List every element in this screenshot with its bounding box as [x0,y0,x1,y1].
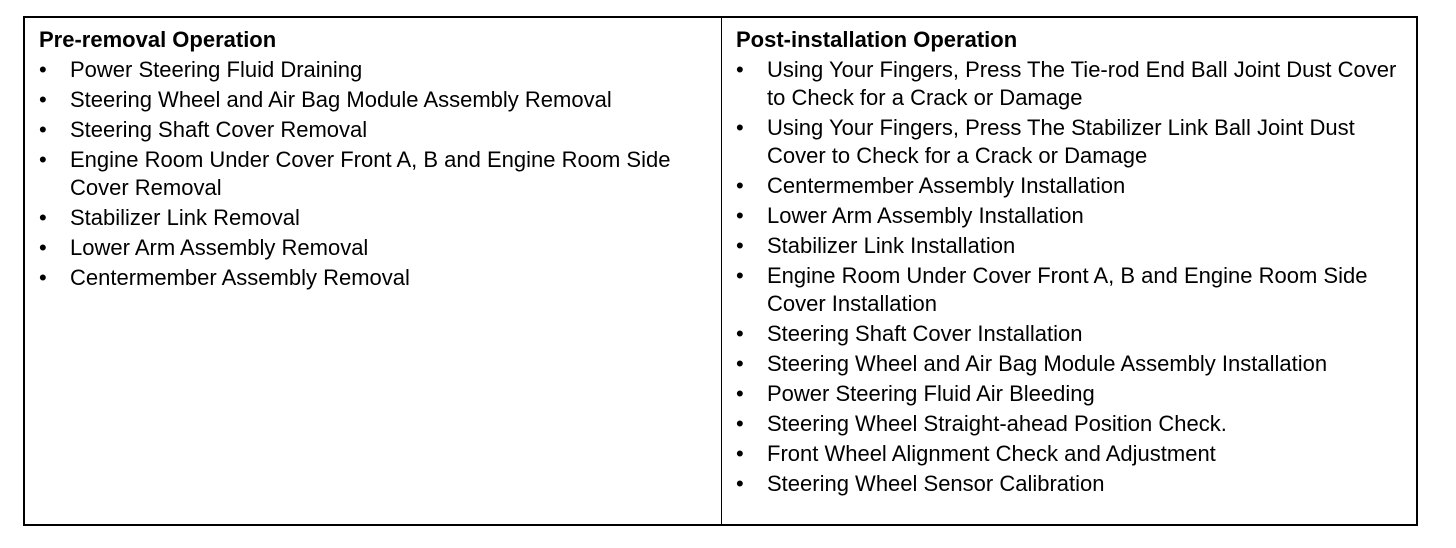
list-item-text: Centermember Assembly Removal [70,265,410,290]
list-item-text: Steering Wheel and Air Bag Module Assembly Removal [70,87,612,112]
list-item-text: Stabilizer Link Installation [767,233,1016,258]
list-item [736,232,1402,260]
list-item-text: Steering Shaft Cover Removal [70,117,368,142]
bullet-icon: • [39,235,47,260]
list-item [39,116,707,144]
list-item-text: Stabilizer Link Removal [70,205,300,230]
bullet-icon: • [39,87,47,112]
list-item-text: Steering Shaft Cover Installation [767,321,1083,346]
bullet-icon: • [39,57,47,82]
bullet-icon: • [39,147,47,172]
list-item-text: Engine Room Under Cover Front A, B and Engine Room Side Cover Removal [70,147,671,200]
bullet-icon: • [39,205,47,230]
operations-table [23,16,1418,526]
list-item-text: Steering Wheel Straight-ahead Position Check. [767,411,1227,436]
bullet-icon: • [736,441,744,466]
bullet-icon: • [736,203,744,228]
list-item [736,56,1402,112]
list-item [736,470,1402,498]
list-item-text: Centermember Assembly Installation [767,173,1126,198]
list-item-text: Power Steering Fluid Air Bleeding [767,381,1095,406]
list-item [39,204,707,232]
list-item [736,440,1402,468]
list-item-text: Front Wheel Alignment Check and Adjustment [767,441,1216,466]
post-installation-title: Post-installation Operation [736,27,1018,52]
list-item [736,262,1402,318]
bullet-icon: • [736,381,744,406]
list-item-text: Using Your Fingers, Press The Tie-rod End Ball Joint Dust Cover to Check for a Crack or Damage [767,57,1397,110]
list-item [39,234,707,262]
list-item-text: Using Your Fingers, Press The Stabilizer Link Ball Joint Dust Cover to Check for a Crack or Damage [767,115,1355,168]
post-installation-column [722,18,1416,524]
list-item [736,320,1402,348]
pre-removal-list [39,56,707,292]
list-item-text: Lower Arm Assembly Installation [767,203,1084,228]
bullet-icon: • [736,173,744,198]
bullet-icon: • [39,117,47,142]
bullet-icon: • [736,115,744,140]
bullet-icon: • [736,471,744,496]
list-item [39,56,707,84]
list-item-text: Engine Room Under Cover Front A, B and Engine Room Side Cover Installation [767,263,1368,316]
list-item [736,172,1402,200]
list-item-text: Power Steering Fluid Draining [70,57,363,82]
list-item [39,146,707,202]
list-item [736,380,1402,408]
bullet-icon: • [736,233,744,258]
bullet-icon: • [736,351,744,376]
list-item [736,350,1402,378]
bullet-icon: • [736,263,744,288]
list-item [736,410,1402,438]
pre-removal-title: Pre-removal Operation [39,27,277,52]
bullet-icon: • [736,411,744,436]
list-item [39,86,707,114]
list-item-text: Steering Wheel and Air Bag Module Assembly Installation [767,351,1328,376]
bullet-icon: • [39,265,47,290]
bullet-icon: • [736,57,744,82]
pre-removal-column [25,18,722,524]
list-item-text: Steering Wheel Sensor Calibration [767,471,1105,496]
list-item [39,264,707,292]
list-item [736,114,1402,170]
list-item [736,202,1402,230]
bullet-icon: • [736,321,744,346]
post-installation-list [736,56,1402,498]
list-item-text: Lower Arm Assembly Removal [70,235,369,260]
